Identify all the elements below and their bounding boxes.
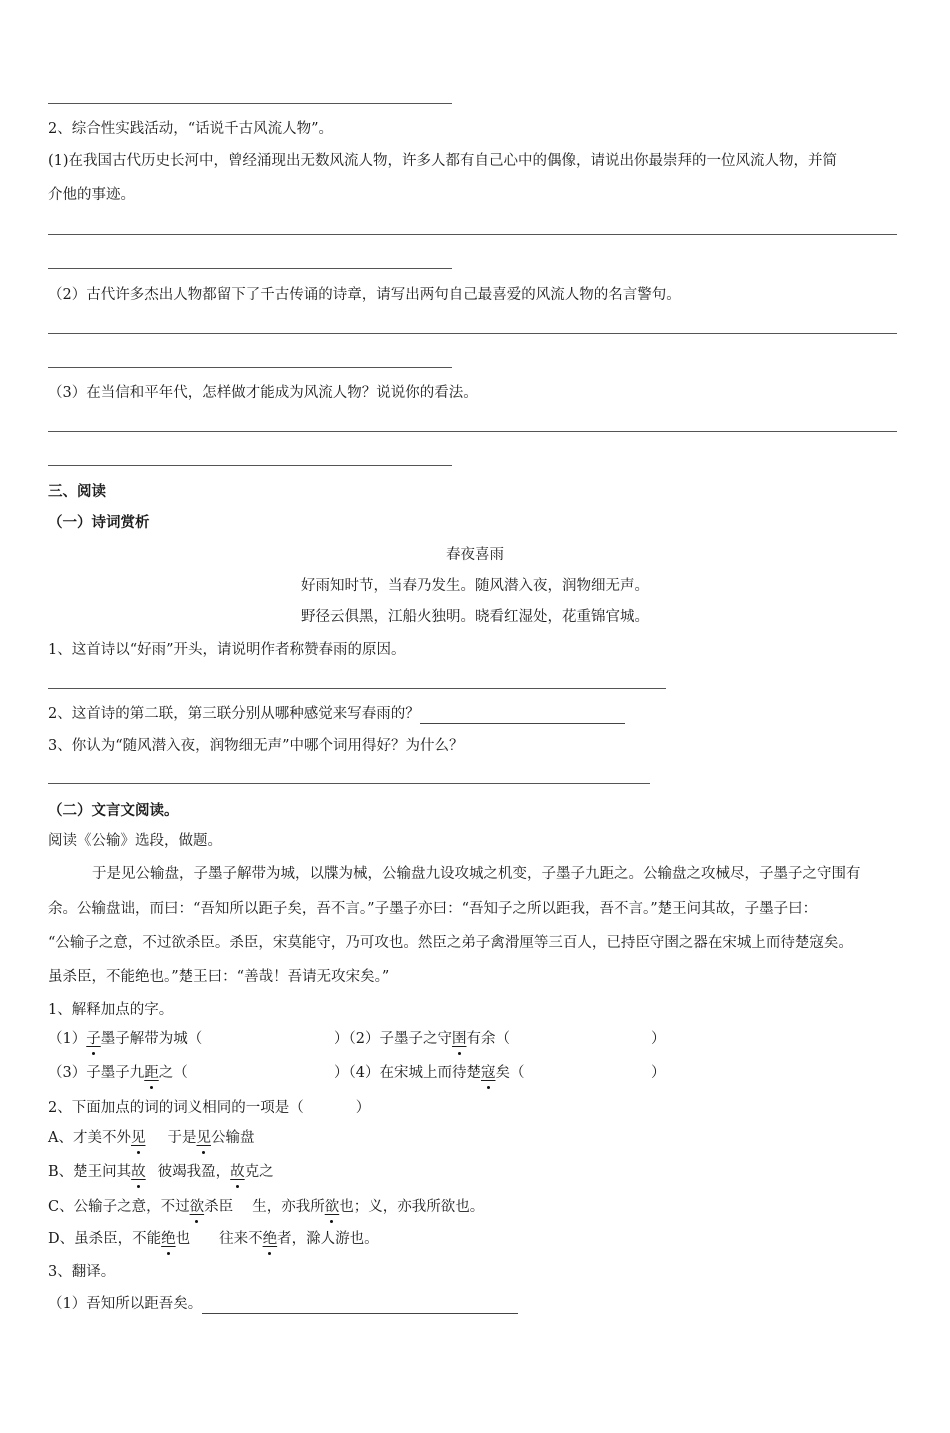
dotted-char: 见 bbox=[196, 1130, 211, 1146]
passage-line: 虽杀臣，不能绝也。”楚王曰：“善哉！吾请无攻宋矣。” bbox=[48, 969, 390, 985]
option-a: A、才美不外见 于是见公输盘 bbox=[48, 1130, 255, 1146]
passage-line: “公输子之意，不过欲杀臣。杀臣，宋莫能守，乃可攻也。然臣之弟子禽滑厘等三百人，已持臣守圉之器在宋城上而待楚寇矣。 bbox=[48, 935, 853, 951]
answer-blank[interactable] bbox=[420, 707, 625, 724]
question-item: （1）子墨子解带为城（ bbox=[48, 1031, 203, 1047]
poem-line: 野径云俱黑，江船火独明。晓看红湿处，花重锦官城。 bbox=[301, 609, 649, 625]
option-b: B、楚王问其故 彼竭我盈，故克之 bbox=[48, 1164, 274, 1180]
question-text: （3）在当信和平年代，怎样做才能成为风流人物？说说你的看法。 bbox=[48, 385, 478, 401]
dotted-char: 欲 bbox=[189, 1199, 205, 1215]
question-item: （1）吾知所以距吾矣。 bbox=[48, 1294, 518, 1314]
section-heading: 三、阅读 bbox=[48, 483, 106, 500]
question-text: 3、翻译。 bbox=[48, 1264, 116, 1280]
dotted-char: 圉 bbox=[451, 1031, 467, 1047]
question-text: （2）古代许多杰出人物都留下了千古传诵的诗章，请写出两句自己最喜爱的风流人物的名言警句。 bbox=[48, 287, 681, 303]
answer-line bbox=[48, 268, 452, 269]
dotted-char: 子 bbox=[86, 1031, 101, 1047]
answer-line bbox=[48, 333, 897, 334]
question-title: 2、综合性实践活动，“话说千古风流人物”。 bbox=[48, 121, 334, 137]
answer-line bbox=[48, 783, 650, 784]
question-text: 介他的事迹。 bbox=[48, 187, 135, 203]
question-text: 1、解释加点的字。 bbox=[48, 1002, 174, 1018]
poem-line: 好雨知时节，当春乃发生。随风潜入夜，润物细无声。 bbox=[301, 578, 649, 594]
dotted-char: 故 bbox=[131, 1164, 146, 1180]
question-text: 3、你认为“随风潜入夜，润物细无声”中哪个词用得好？为什么？ bbox=[48, 738, 464, 754]
answer-line bbox=[48, 431, 897, 432]
passage-line: 于是见公输盘，子墨子解带为城，以牒为械，公输盘九设攻城之机变，子墨子九距之。公输盘之攻械尽，子墨子之守围有 bbox=[92, 866, 861, 882]
question-item: （3）子墨子九距之（ bbox=[48, 1065, 188, 1081]
answer-line bbox=[48, 688, 666, 689]
dotted-char: 寇 bbox=[480, 1065, 496, 1081]
dotted-char: 绝 bbox=[262, 1231, 278, 1247]
dotted-char: 绝 bbox=[161, 1231, 176, 1247]
dotted-char: 见 bbox=[130, 1130, 146, 1146]
instruction: 阅读《公输》选段，做题。 bbox=[48, 833, 222, 849]
answer-blank[interactable] bbox=[202, 1297, 518, 1314]
question-item: ）（4）在宋城上而待楚寇矣（ bbox=[334, 1065, 525, 1081]
answer-line bbox=[48, 465, 452, 466]
dotted-char: 故 bbox=[230, 1164, 245, 1180]
close-paren: ） bbox=[651, 1065, 666, 1081]
dotted-char: 欲 bbox=[324, 1199, 340, 1215]
question-text: (1)在我国古代历史长河中，曾经涌现出无数风流人物，许多人都有自己心中的偶像，请说出你最崇拜的一位风流人物，并简 bbox=[48, 153, 838, 169]
poem-title: 春夜喜雨 bbox=[446, 547, 504, 563]
option-c: C、公输子之意，不过欲杀臣 生，亦我所欲也；义，亦我所欲也。 bbox=[48, 1199, 485, 1215]
question-text: 2、下面加点的词的词义相同的一项是（ ） bbox=[48, 1100, 371, 1116]
dotted-char: 距 bbox=[144, 1065, 159, 1081]
subsection-heading: （二）文言文阅读。 bbox=[48, 802, 179, 819]
close-paren: ） bbox=[651, 1031, 666, 1047]
answer-line bbox=[48, 367, 452, 368]
question-text: 2、这首诗的第二联，第三联分别从哪种感觉来写春雨的？ bbox=[48, 704, 625, 724]
subsection-heading: （一）诗词赏析 bbox=[48, 514, 150, 531]
passage-line: 余。公输盘诎，而曰：“吾知所以距子矣，吾不言。”子墨子亦曰：“吾知子之所以距我，吾不言。”楚王问其故，子墨子曰： bbox=[48, 901, 818, 917]
question-item: ）（2）子墨子之守圉有余（ bbox=[334, 1031, 510, 1047]
answer-line bbox=[48, 234, 897, 235]
answer-line bbox=[48, 103, 452, 104]
question-text: 1、这首诗以“好雨”开头，请说明作者称赞春雨的原因。 bbox=[48, 642, 406, 658]
option-d: D、虽杀臣，不能绝也 往来不绝者，滁人游也。 bbox=[48, 1231, 379, 1247]
